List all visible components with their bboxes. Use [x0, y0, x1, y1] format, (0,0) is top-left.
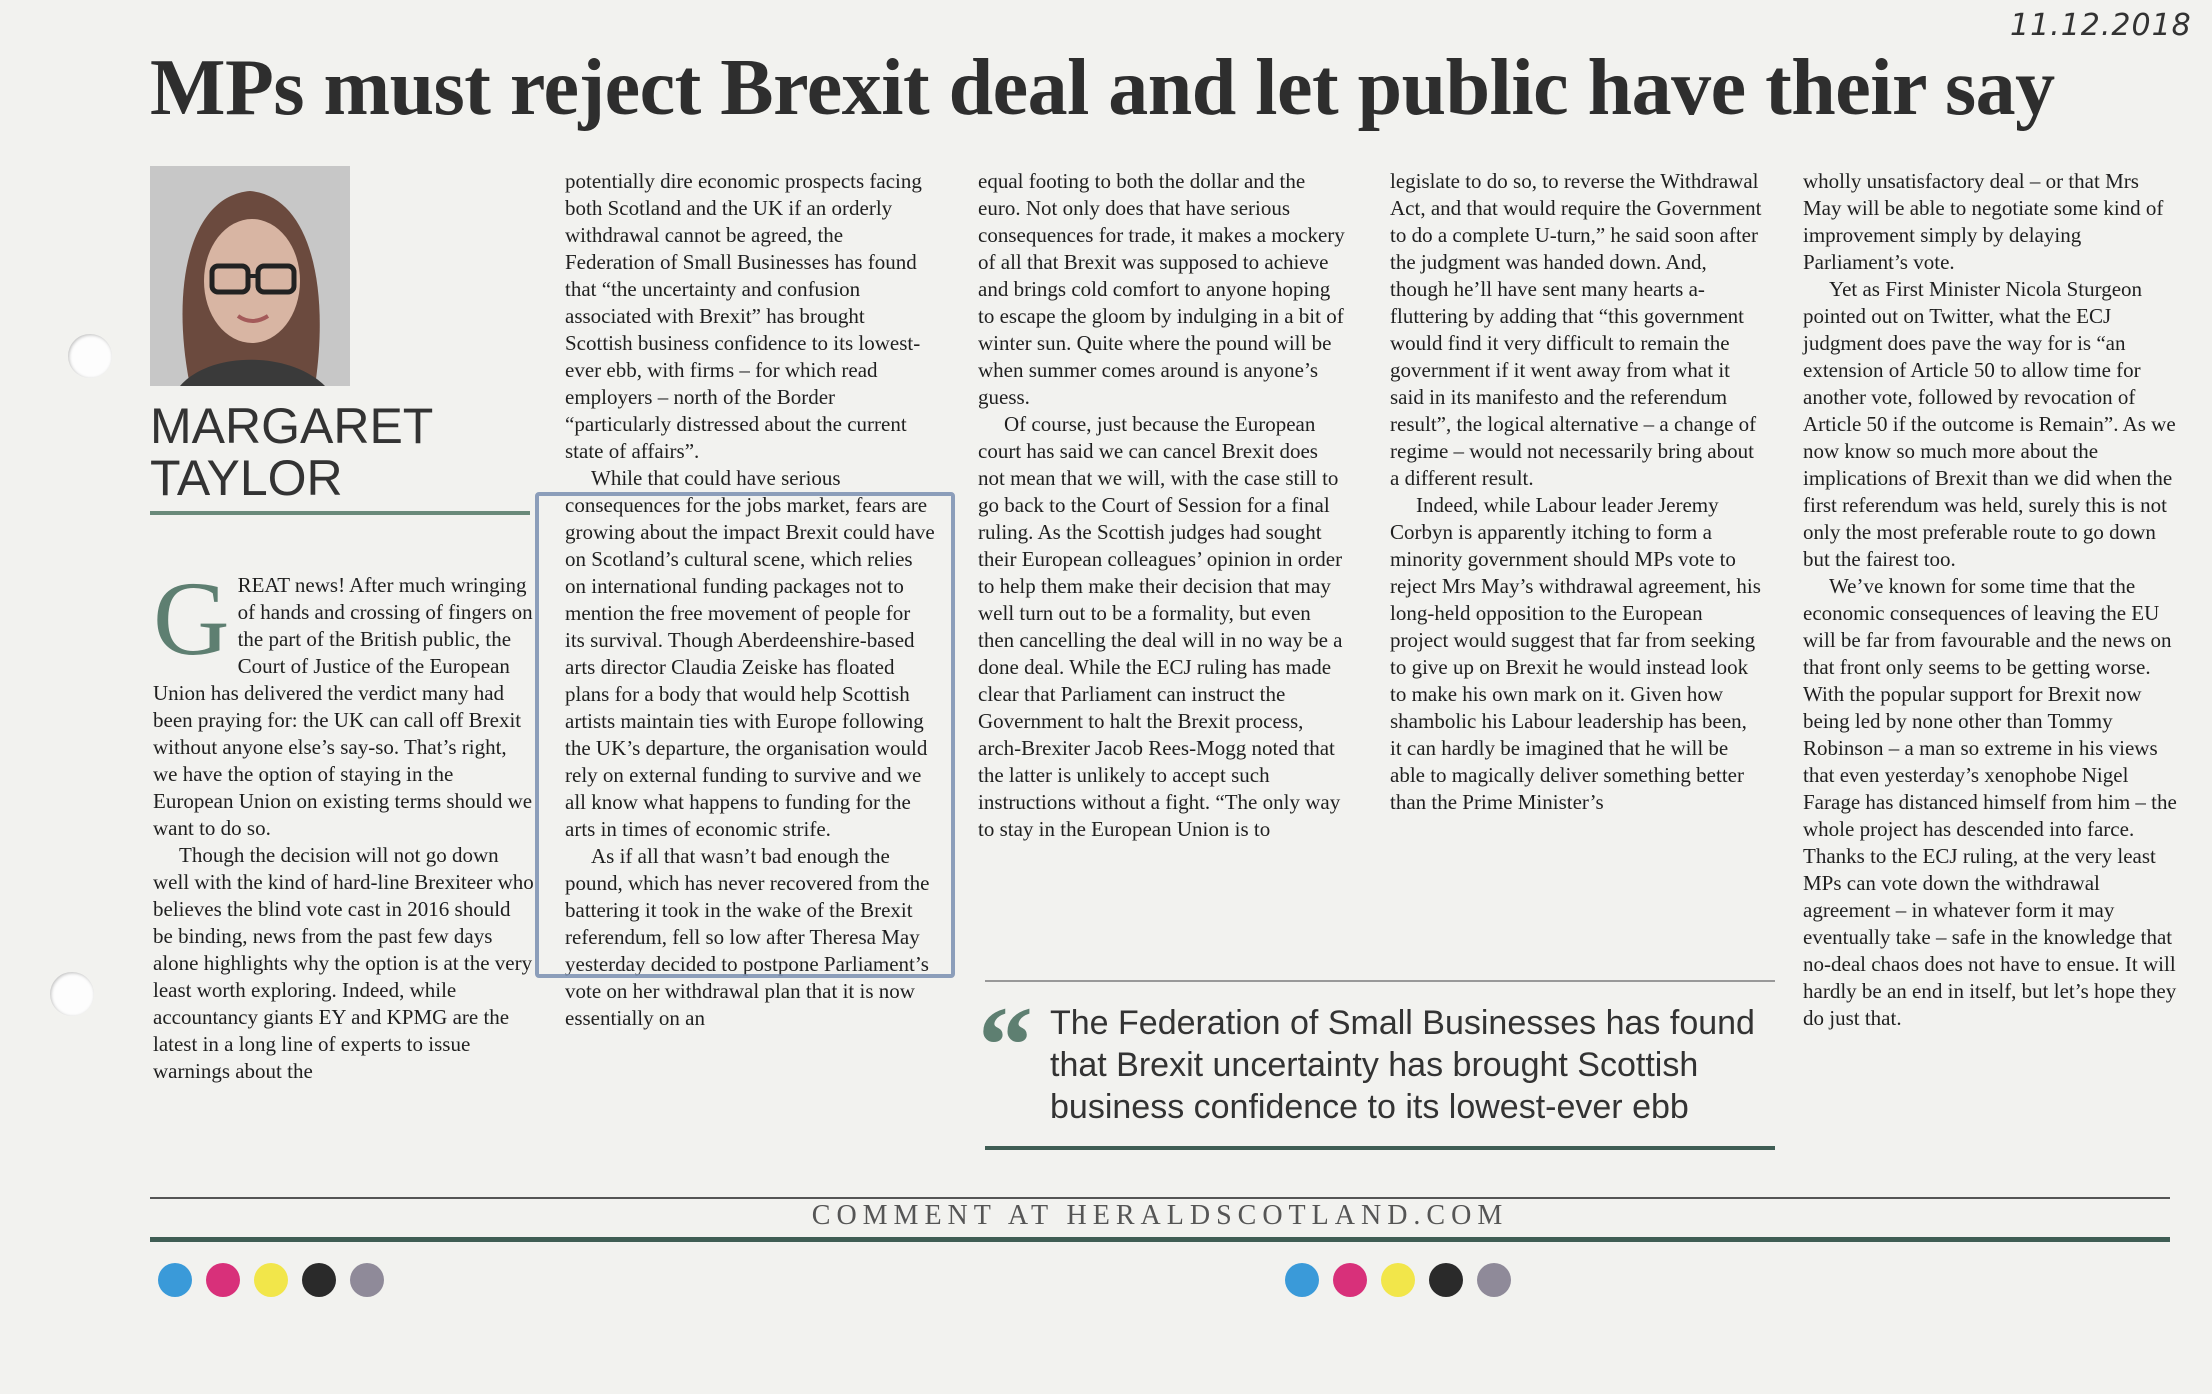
footer-rule	[150, 1197, 2170, 1199]
registration-dot	[1477, 1263, 1511, 1297]
article-column-4	[1390, 168, 1762, 816]
author-byline	[150, 398, 434, 506]
punch-hole-bottom	[50, 972, 94, 1016]
registration-dot	[1429, 1263, 1463, 1297]
pull-quote-bottom-rule	[985, 1146, 1775, 1150]
registration-dot	[1333, 1263, 1367, 1297]
paragraph: We’ve known for some time that the economic consequences of leaving the EU will be far from favourable and the news on that front only seems to be getting worse. With the popular support for Brexit now being led by none other than Tommy Robinson – a man so extreme in his views that even yesterday’s xenophobe Nigel Farage has distanced himself from him – the whole project has descended into farce. Thanks to the ECJ ruling, at the very least MPs can vote down the withdrawal agreement – in whatever form it may eventually take – safe in the knowledge that no-deal chaos does not have to ensue. It will hardly be an end in itself, but let’s hope they do just that.	[1803, 574, 2177, 1030]
paragraph: wholly unsatisfactory deal – or that Mrs May will be able to negotiate some kind of improvement simply by delaying Parliament’s vote.	[1803, 169, 2164, 274]
registration-dot	[1285, 1263, 1319, 1297]
registration-dots-right	[1285, 1263, 1511, 1297]
paragraph: Of course, just because the European court has said we can cancel Brexit does not mean that we will, with the case still to go back to the Court of Session for a final ruling. As the Scottish judges had sought their European colleagues’ opinion in order to help them make their decision that may well turn out to be a formality, but even then cancelling the deal will in no way be a done deal. While the ECJ ruling has made clear that Parliament can instruct the Government to halt the Brexit process, arch-Brexiter Jacob Rees-Mogg noted that the latter is unlikely to accept such instructions without a fight. “The only way to stay in the European Union is to	[978, 412, 1343, 841]
registration-dot	[302, 1263, 336, 1297]
punch-hole-top	[68, 334, 112, 378]
article-column-5	[1803, 168, 2181, 1032]
quote-mark-icon: “	[978, 984, 1033, 1106]
registration-dots-left	[158, 1263, 384, 1297]
paragraph: As if all that wasn’t bad enough the pound, which has never recovered from the battering it took in the wake of the Brexit referendum, fell so low after Theresa May yesterday decided to postpone Parliament’s vote on her withdrawal plan that it is now essentially on an	[565, 844, 930, 1030]
hand-drawn-box-marking	[535, 492, 955, 978]
paragraph: potentially dire economic prospects facing both Scotland and the UK if an orderly withdrawal cannot be agreed, the Federation of Small Businesses has found that “the uncertainty and confusion associated with Brexit” has brought Scottish business confidence to its lowest-ever ebb, with firms – for which read employers – north of the Border “particularly distressed about the current state of affairs”.	[565, 169, 922, 463]
registration-dot	[1381, 1263, 1415, 1297]
registration-dot	[206, 1263, 240, 1297]
pull-quote-top-rule	[985, 980, 1775, 982]
article-column-1	[153, 560, 535, 1085]
author-last-name: TAYLOR	[150, 450, 343, 506]
paragraph: While that could have serious consequences for the jobs market, fears are growing about the impact Brexit could have on Scotland’s cultural scene, which relies on international funding packages not to mention the free movement of people for its survival. Though Aberdeenshire-based arts director Claudia Zeiske has floated plans for a body that would help Scottish artists maintain ties with Europe following the UK’s departure, the organisation would rely on external funding to survive and we all know what happens to funding for the arts in times of economic strife.	[565, 466, 935, 841]
author-first-name: MARGARET	[150, 398, 434, 454]
byline-divider	[150, 511, 530, 515]
footer-rule-thick	[150, 1237, 2170, 1242]
footer-comment-link: COMMENT AT HERALDSCOTLAND.COM	[811, 1200, 1509, 1231]
paragraph: Though the decision will not go down well with the kind of hard-line Brexiteer who believes the blind vote cast in 2016 should be binding, news from the past few days alone highlights why the option is at the very least worth exploring. Indeed, while accountancy giants EY and KPMG are the latest in a long line of experts to issue warnings about the	[153, 843, 534, 1083]
registration-dot	[158, 1263, 192, 1297]
handwritten-date: 11.12.2018	[2010, 8, 2192, 43]
author-portrait-image	[150, 166, 350, 386]
registration-dot	[350, 1263, 384, 1297]
pull-quote: The Federation of Small Businesses has found that Brexit uncertainty has brought Scottish business confidence to its lowest-ever ebb	[1050, 1004, 1755, 1126]
paragraph: Yet as First Minister Nicola Sturgeon pointed out on Twitter, what the ECJ judgment does pave the way for is “an extension of Article 50 to allow time for another vote, followed by revocation of Article 50 if the outcome is Remain”. As we now know so much more about the implications of Brexit than we did when the first referendum was held, surely this is not only the most preferable route to go down but the fairest too.	[1803, 277, 2176, 571]
paragraph: REAT news! After much wringing of hands and crossing of fingers on the part of the British public, the Court of Justice of the European Union has delivered the verdict many had been praying for: the UK can call off Brexit without anyone else’s say-so. That’s right, we have the option of staying in the European Union on existing terms should we want to do so.	[153, 573, 533, 840]
registration-dot	[254, 1263, 288, 1297]
drop-cap: G	[153, 560, 230, 677]
article-column-3	[978, 168, 1350, 843]
author-photo	[150, 166, 350, 386]
paragraph: legislate to do so, to reverse the Withdrawal Act, and that would require the Government to do a complete U-turn,” he said soon after the judgment was handed down. And, though he’ll have sent many hearts a-fluttering by adding that “this government would find it very difficult to remain the government if it went away from what it said in its manifesto and the referendum result”, the logical alternative – a change of regime – would not necessarily bring about a different result.	[1390, 169, 1762, 490]
paragraph: Indeed, while Labour leader Jeremy Corbyn is apparently itching to form a minority government should MPs vote to reject Mrs May’s withdrawal agreement, his long-held opposition to the European project would suggest that far from seeking to give up on Brexit he would instead look to make his own mark on it. Given how shambolic his Labour leadership has been, it can hardly be imagined that he will be able to magically deliver something better than the Prime Minister’s	[1390, 493, 1761, 814]
paragraph: equal footing to both the dollar and the euro. Not only does that have serious consequences for trade, it makes a mockery of all that Brexit was supposed to achieve and brings cold comfort to anyone hoping to escape the gloom by indulging in a bit of winter sun. Quite where the pound will be when summer comes around is anyone’s guess.	[978, 169, 1345, 409]
headline: MPs must reject Brexit deal and let public have their say	[150, 44, 2055, 132]
